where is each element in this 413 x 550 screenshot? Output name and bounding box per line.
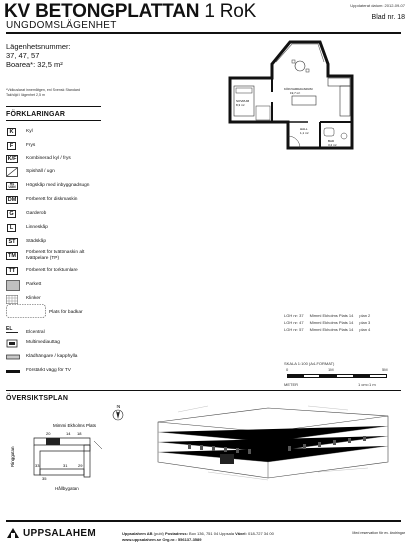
legend-item [6, 167, 18, 177]
building-perspective [148, 402, 398, 484]
legend-label: Multimediauttag [26, 340, 60, 345]
room-area: 19,7 m² [290, 91, 301, 95]
footer-disclaimer: Med reservation för ev. ändringar [352, 531, 405, 535]
website-link[interactable]: www.uppsalahem.se [122, 537, 162, 542]
footer-web: www.uppsalahem.se Org.nr.: 556137-3589 [122, 537, 202, 542]
street-top: Mimmi Ekholms Plats [53, 423, 97, 428]
tv-wall-icon [6, 370, 20, 373]
legend-label: Plats för badkar [49, 310, 83, 315]
street-left: Ringgatan [10, 446, 15, 467]
scale-ratio: 1 cm=1 m [358, 382, 376, 387]
header-rule [6, 32, 401, 34]
legend-label: Högskåp med inbyggnadsugn [26, 183, 90, 188]
legend-code: TM [6, 252, 18, 260]
north-label: N [116, 405, 121, 410]
legend-label: Klädhängare / kapphylla [26, 354, 78, 359]
location-row: LGH nr: 37 Mimmi Ekholms Plats 14 plan 2 [284, 313, 371, 318]
legend-item [6, 127, 16, 137]
site-number: 35 [42, 476, 47, 481]
site-number: 18 [77, 431, 82, 436]
legend-rule [6, 120, 101, 121]
legend-item [6, 181, 18, 191]
scale-tick-0: 0 [286, 367, 289, 372]
legend-label: Klinker [26, 296, 41, 301]
scale-bar [287, 374, 387, 378]
location-row: LGH nr: 57 Mimmi Ekholms Plats 14 plan 4 [284, 327, 371, 332]
legend-heading: FÖRKLARINGAR [6, 111, 66, 118]
legend-label: Förberett för diskmaskin [26, 197, 78, 202]
uppsalahem-logo-icon [6, 527, 20, 539]
legend-label: Förberett för tvättmaskin alt tvättpelare (TP) [26, 250, 85, 261]
site-number: 31 [63, 463, 68, 468]
legend-label: Linneskåp [26, 225, 48, 230]
legend-item [6, 280, 20, 290]
room-label: HALL [300, 127, 308, 131]
legend-item [6, 324, 18, 334]
site-number: 14 [66, 431, 71, 436]
room-label: SOVRUM [236, 99, 250, 103]
legend-item [6, 306, 46, 316]
legend-label: Frys [26, 143, 36, 148]
site-number: 33 [35, 463, 40, 468]
footer-rule [6, 520, 401, 522]
legend-code: ST [6, 238, 18, 246]
scale-unit: METER [284, 382, 298, 387]
legend-item [6, 195, 18, 205]
legend-label: Kyl [26, 129, 33, 134]
floor-plan [220, 36, 360, 156]
overview-heading: ÖVERSIKTSPLAN [6, 395, 69, 402]
site-number: 20 [46, 431, 51, 436]
overview-rule [6, 390, 401, 391]
room-area: 8,3 m² [236, 103, 245, 107]
scale-tick-1: 1M [328, 367, 334, 372]
legend-item [6, 237, 18, 247]
legend-label: Kombinerad kyl / frys [26, 156, 71, 161]
legend-item [6, 154, 18, 164]
legend-code: G [7, 210, 16, 218]
room-label: BAD [328, 139, 335, 143]
legend-code: DM [7, 197, 17, 203]
site-number: 29 [78, 463, 83, 468]
legend-label: Spishäll / ugn [26, 169, 55, 174]
location-row: LGH nr: 47 Mimmi Ekholms Plats 14 plan 3 [284, 320, 371, 325]
legend-code: HS UGN [6, 182, 18, 190]
room-area: 3,2 m² [328, 143, 337, 147]
area-note: *Vidkuslarat innemåtgen, enl Svensk Standard Takhöjd i lägenhet 2,5 m [6, 88, 81, 97]
legend-item [6, 209, 16, 219]
legend-item [6, 223, 16, 233]
legend-label: Städskåp [26, 239, 47, 244]
legend-code: TT [6, 267, 18, 275]
parquet-swatch [6, 280, 20, 291]
room-label: KÖK/VARDAGSRUM [284, 87, 313, 91]
bathtub-icon [6, 304, 46, 318]
tile-swatch [6, 295, 18, 304]
legend-item [6, 294, 18, 304]
room-area: 1,1 m² [300, 131, 309, 135]
legend-label: Parkett [26, 282, 42, 287]
footer-logo: UPPSALAHEM [6, 527, 96, 539]
street-bottom: Hållbygatan [55, 486, 79, 491]
stove-icon [6, 167, 18, 177]
legend-label: Garderob [26, 211, 47, 216]
legend-code: F [7, 142, 16, 150]
apartment-locations [284, 313, 370, 332]
multimedia-icon [6, 339, 18, 348]
page-title: KV BETONGPLATTAN 1 RoK [4, 1, 257, 22]
legend-item [6, 338, 18, 348]
legend-item [6, 266, 18, 276]
scale-tick-5: 5M [382, 367, 388, 372]
info-rule [6, 106, 101, 107]
legend-label: Elcentral [26, 330, 45, 335]
legend-item [6, 366, 20, 376]
scale-label: SKALA 1:100 (A4-FORMAT) [284, 361, 335, 366]
page-subtitle: UNGDOMSLÄGENHET [6, 20, 117, 31]
footer-contact: Uppsalahem AB (publ) Postadress: Box 136, 751 04 Uppsala Växel: 018-727 34 00 [122, 531, 274, 536]
legend-label: Förstärkt vägg för TV [26, 368, 71, 373]
legend-label: Förberett för torktumlare [26, 268, 78, 273]
updated-date: Uppdaterat datum: 2012-09-07 [350, 3, 405, 8]
legend-code: L [7, 224, 16, 232]
legend-item [6, 141, 16, 151]
legend-code: K/F [7, 156, 17, 162]
site-plan [6, 405, 131, 483]
apartment-info: Lägenhetsnummer: 37, 47, 57 Boarea*: 32,5 m² [6, 42, 71, 69]
coat-hanger-icon [6, 353, 20, 361]
legend-item [6, 251, 18, 261]
sheet-number: Blad nr. 18 [371, 14, 405, 21]
legend-code: K [7, 128, 16, 136]
legend-code: EL [6, 326, 18, 333]
legend-item [6, 352, 20, 362]
